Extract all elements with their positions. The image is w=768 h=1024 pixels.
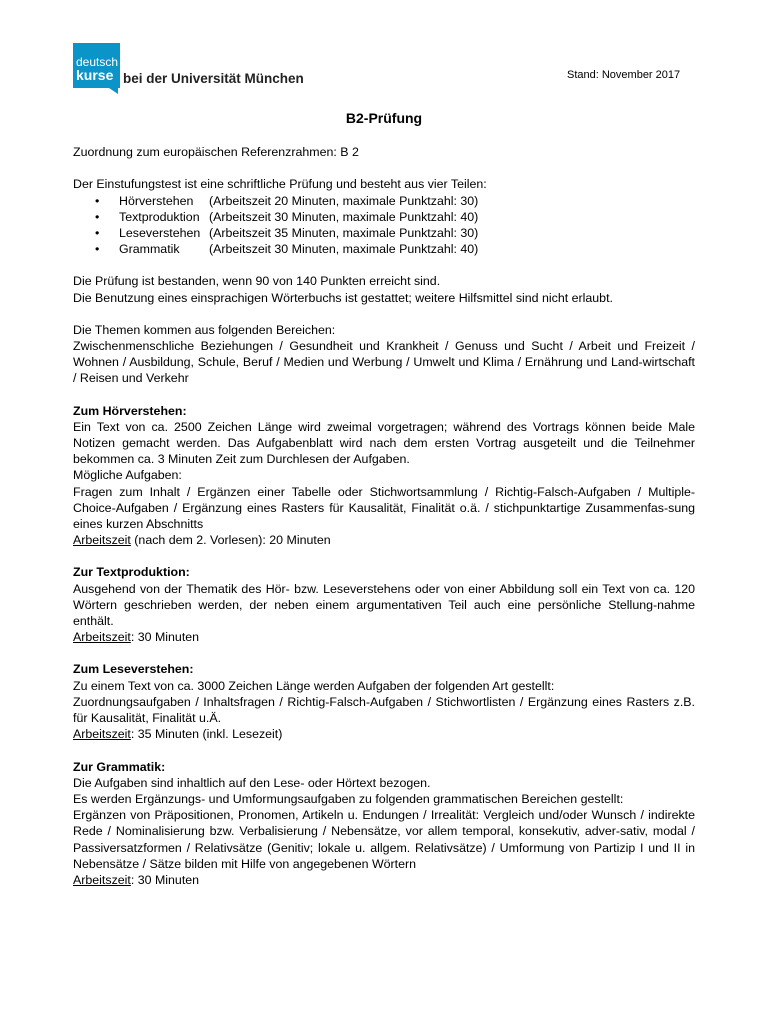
gram-heading: Zur Grammatik: <box>73 759 166 774</box>
logo-line1: deutsch <box>76 55 119 69</box>
gram-line2: Es werden Ergänzungs- und Umformungsaufgaben zu folgenden grammatischen Bereichen gestellt: <box>73 791 624 806</box>
lese-time: Arbeitszeit: 35 Minuten (inkl. Lesezeit) <box>73 727 283 742</box>
intro-line: Der Einstufungstest ist eine schriftliche Prüfung und besteht aus vier Teilen: <box>73 177 487 192</box>
hoer-heading: Zum Hörverstehen: <box>73 403 187 418</box>
page-title: B2-Prüfung <box>345 110 423 126</box>
list-item: • Hörverstehen (Arbeitszeit 20 Minuten, maximale Punktzahl: 30) <box>95 193 479 208</box>
logo-speech-tail <box>109 88 118 94</box>
hoer-tasks-text: Fragen zum Inhalt / Ergänzen einer Tabelle oder Stichwortsammlung / Richtig-Falsch-Aufgaben / Multiple-Choice-Aufgaben / Ergänzung eines Rasters für Kausalität, Finalität o.ä. / stichpunktartige Zusammenfas-sung eines kurzen Abschnitts <box>73 484 695 532</box>
pass-line: Die Prüfung ist bestanden, wenn 90 von 140 Punkten erreicht sind. <box>73 274 441 289</box>
parts-list <box>73 193 695 258</box>
dictionary-line: Die Benutzung eines einsprachigen Wörterbuchs ist gestattet; weitere Hilfsmittel sind nicht erlaubt. <box>73 290 613 305</box>
list-item: • Grammatik (Arbeitszeit 30 Minuten, maximale Punktzahl: 40) <box>95 242 479 257</box>
lese-text: Zu einem Text von ca. 3000 Zeichen Länge werden Aufgaben der folgenden Art gestellt: <box>73 678 555 693</box>
hoer-tasks-label: Mögliche Aufgaben: <box>73 468 182 483</box>
themes-text: Zwischenmenschliche Beziehungen / Gesundheit und Krankheit / Genuss und Sucht / Arbeit und Freizeit / Wohnen / Ausbildung, Schule, Beruf / Medien und Werbung / Umwelt und Klima / Ernährung und Land-wirtschaft / Reisen und Verkehr <box>73 339 695 386</box>
text-time: Arbeitszeit: 30 Minuten <box>73 630 200 645</box>
logo-box <box>73 43 120 88</box>
hoer-text: Ein Text von ca. 2500 Zeichen Länge wird zweimal vorgetragen; während des Vortrags können beide Male Notizen gemacht werden. Das Aufgabenblatt wird nach dem ersten Vortrag ausgeteilt und die Teilnehmer bekommen ca. 3 Minuten Zeit zum Durchlesen der Aufgaben. <box>73 419 695 467</box>
hoer-time: Arbeitszeit (nach dem 2. Vorlesen): 20 Minuten <box>73 533 331 548</box>
themes-heading: Die Themen kommen aus folgenden Bereichen: <box>73 322 336 337</box>
lese-text2: Zuordnungsaufgaben / Inhaltsfragen / Richtig-Falsch-Aufgaben / Stichwortlisten / Ergänzung eines Rasters z.B. für Kausalität, Finalität u.Ä. <box>73 694 695 726</box>
gram-time: Arbeitszeit: 30 Minuten <box>73 872 200 887</box>
gram-line1: Die Aufgaben sind inhaltlich auf den Lese- oder Hörtext bezogen. <box>73 775 431 790</box>
referenz-line: Zuordnung zum europäischen Referenzrahmen: B 2 <box>73 145 359 160</box>
gram-text: Ergänzen von Präpositionen, Pronomen, Artikeln u. Endungen / Irrealität: Vergleich und/oder Wunsch / indirekte Rede / Nominalisierung bzw. Verbalisierung / Nebensätze, vor allem temporal, konsekutiv, adver-sativ, modal / Passiversatzformen / Relativsätze (Genitiv; lokale u. allgem. Relativsätze) / Umformung von Partizip I und II in Nebensätze / Sätze bilden mit Hilfe von angegebenen Wörtern <box>73 808 695 871</box>
document-body <box>73 110 695 888</box>
text-heading: Zur Textproduktion: <box>73 565 190 580</box>
logo-line2: kurse <box>76 67 114 83</box>
text-text: Ausgehend von der Thematik des Hör- bzw. Leseverstehens oder von einer Abbildung soll ein Text von ca. 120 Wörtern geschrieben werden, der neben einem argumentativen Teil auch eine persönliche Stellung-nahme enthält. <box>73 581 695 629</box>
lese-heading: Zum Leseverstehen: <box>73 662 194 677</box>
list-item: • Leseverstehen (Arbeitszeit 35 Minuten, maximale Punktzahl: 30) <box>95 226 479 241</box>
stand-date: Stand: November 2017 <box>567 69 681 81</box>
logo-suffix: bei der Universität München <box>123 71 304 86</box>
list-item: • Textproduktion (Arbeitszeit 30 Minuten, maximale Punktzahl: 40) <box>95 209 479 224</box>
logo <box>73 43 313 93</box>
